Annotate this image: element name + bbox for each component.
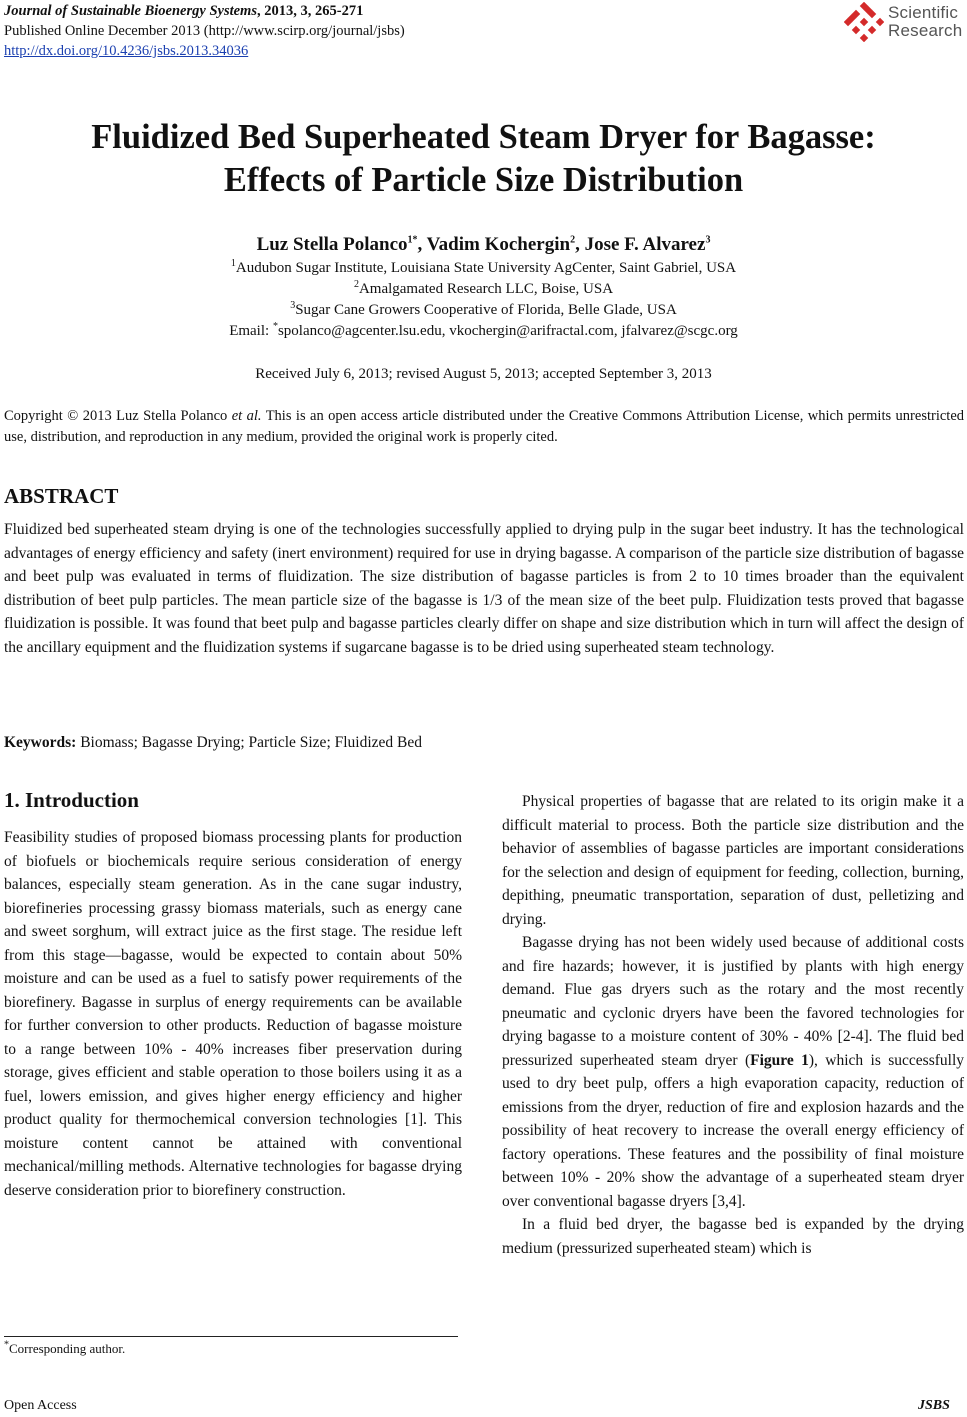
intro-paragraph-3-part-b: ), which is successfully used to dry beet pulp, offers a high evaporation capacity, reduction of emissions from the dryer, reduction of fire and explosion hazards and the possibility of heat recovery to increase the overall energy efficiency of factory operations. These features and the possibility of final moisture between 10% - 20% show the advantage of a superheated steam dryer over conventional bagasse dryers [3,4].: [502, 1051, 965, 1210]
author-1-sup: 1*: [407, 234, 418, 246]
section-heading-introduction: 1. Introduction: [4, 788, 139, 812]
keywords-text: Biomass; Bagasse Drying; Particle Size; Fluidized Bed: [76, 734, 423, 751]
logo-diamond: [868, 26, 876, 34]
copyright-part-2: This is an open access article distributed under the Creative Commons Attribution License, which permits unrestricted use, distribution, and reproduction in any medium, provided the original work is properly cited.: [4, 408, 964, 445]
volume-info: , 2013, 3, 265-271: [256, 3, 364, 19]
copyright-part-1: Copyright © 2013 Luz Stella Polanco: [4, 408, 232, 424]
intro-paragraph-3: [502, 931, 964, 1213]
logo-line-2: Research: [888, 21, 963, 40]
author-1: Luz Stella Polanco: [256, 234, 408, 255]
affiliation-1-sup: 1: [230, 258, 236, 269]
affiliation-2-text: Amalgamated Research LLC, Boise, USA: [358, 281, 614, 297]
abstract-text: Fluidized bed superheated steam drying is one of the technologies successfully applied to drying pulp in the sugar beet industry. It has the technological advantages of energy efficiency and safety (inert environment) required for use in drying bagasse. A comparison of the particle size distribution of bagasse and beet pulp was evaluated in terms of fluidization. The size distribution of bagasse particles is from 2 to 10 times broader than the equivalent distribution of beet pulp particles. The mean particle size of the bagasse is 1/3 of the mean size of the beet pulp. Fluidization tests proved that bagasse fluidization is possible. It was found that beet pulp and bagasse particles clearly differ on shape and size distribution which in turn will affect the design of the ancillary equipment and the fluidization systems if sugarcane bagasse is to be dried using superheated steam technology.: [4, 521, 964, 656]
affiliation-1: [0, 260, 967, 277]
author-2: , Vadim Kochergin: [417, 234, 571, 255]
intro-paragraph-2: Physical properties of bagasse that are related to its origin make it a difficult material to process. Both the particle size distribution and the behavior of assemblies of bagasse particles are important considerations for the selection and design of equipment for feeding, collection, burning, depithing, pneumatic transportation, separation of dust, pelletizing and drying.: [502, 793, 964, 928]
author-3: , Jose F. Alvarez: [575, 234, 706, 255]
email-line: [0, 323, 967, 340]
abstract-heading: ABSTRACT: [4, 484, 119, 508]
affiliation-2-sup: 2: [353, 279, 359, 290]
intro-paragraph-1: Feasibility studies of proposed biomass processing plants for production of biofuels or biochemicals require serious consideration of energy balances, especially steam generation. As in the cane sugar industry, biorefineries processing grassy biomass materials, such as energy cane and sweet sorghum, will extract juice as the first stage. The residue left from this stage—bagasse, would be expected to contain about 50% moisture and can be used as a fuel to satisfy power requirements of the biorefinery. Bagasse in surplus of energy requirements can be available for further conversion to other products. Reduction of bagasse moisture to a range between 10% - 40% increases fiber preservation during storage, gives efficient and stable operation to those boilers using it as a fuel, lowers emission, and gives higher energy efficiency and higher product quality for thermochemical conversion technologies [1]. This moisture content cannot be attained with conventional mechanical/milling methods. Alternative technologies for bagasse drying deserve consideration prior to biorefinery construction.: [4, 829, 462, 1199]
doi-link[interactable]: http://dx.doi.org/10.4236/jsbs.2013.34036: [4, 43, 249, 59]
footnote-rule: [4, 1336, 458, 1337]
footer-journal-abbrev: JSBS: [918, 1398, 950, 1413]
intro-paragraph-4: In a fluid bed dryer, the bagasse bed is expanded by the drying medium (pressurized superheated steam) which is: [502, 1216, 964, 1257]
author-2-sup: 2: [570, 234, 576, 246]
published-line: Published Online December 2013 (http://www.scirp.org/journal/jsbs): [4, 23, 405, 39]
author-list: [0, 234, 967, 256]
affiliation-2: [0, 281, 967, 298]
intro-paragraph-3-part-a: Bagasse drying has not been widely used because of additional costs and fire hazards; however, it is justified by plants with high energy demand. Flue gas dryers such as the rotary and the most recently pneumatic and cyclonic dryers have been the favored technologies for drying bagasse to a moisture content of 30% - 40% [2-4]. The fluid bed pressurized superheated steam dryer (: [502, 934, 964, 1069]
affiliation-3: [0, 302, 967, 319]
email-sup: *: [272, 321, 278, 332]
footer-open-access: Open Access: [4, 1398, 77, 1413]
paper-title-line-2: Effects of Particle Size Distribution: [223, 161, 744, 199]
footnote: [4, 1341, 125, 1357]
publisher-logo-icon: [844, 2, 884, 42]
affiliation-1-text: Audubon Sugar Institute, Louisiana State University AgCenter, Saint Gabriel, USA: [235, 260, 737, 276]
copyright-etal: et al.: [231, 408, 262, 424]
logo-line-1: Scientific: [888, 3, 959, 22]
journal-citation: [4, 3, 363, 20]
figure-1-reference[interactable]: Figure 1: [750, 1051, 809, 1069]
footnote-sup: *: [4, 1339, 9, 1351]
left-column: [4, 826, 462, 1202]
email-label: Email:: [229, 323, 273, 339]
keywords-label: Keywords:: [4, 734, 77, 751]
logo-diamond: [860, 34, 868, 42]
copyright-notice: [4, 406, 964, 448]
journal-name: Journal of Sustainable Bioenergy Systems: [4, 3, 257, 19]
logo-diamond: [876, 18, 884, 26]
author-3-sup: 3: [705, 234, 711, 246]
publisher-logo: [844, 2, 967, 44]
footnote-text: Corresponding author.: [9, 1341, 126, 1356]
right-column: [502, 790, 964, 1260]
email-addresses: spolanco@agcenter.lsu.edu, vkochergin@arifractal.com, jfalvarez@scgc.org: [277, 323, 738, 339]
logo-diamond: [860, 18, 868, 26]
publisher-logo-text: [888, 4, 962, 40]
affiliation-3-text: Sugar Cane Growers Cooperative of Florida, Belle Glade, USA: [295, 302, 677, 318]
paper-title-line-1: Fluidized Bed Superheated Steam Dryer for Bagasse:: [91, 118, 876, 156]
keywords-line: [4, 731, 964, 755]
affiliation-3-sup: 3: [290, 300, 296, 311]
logo-diamond: [852, 26, 860, 34]
received-dates: Received July 6, 2013; revised August 5, 2013; accepted September 3, 2013: [255, 366, 712, 382]
